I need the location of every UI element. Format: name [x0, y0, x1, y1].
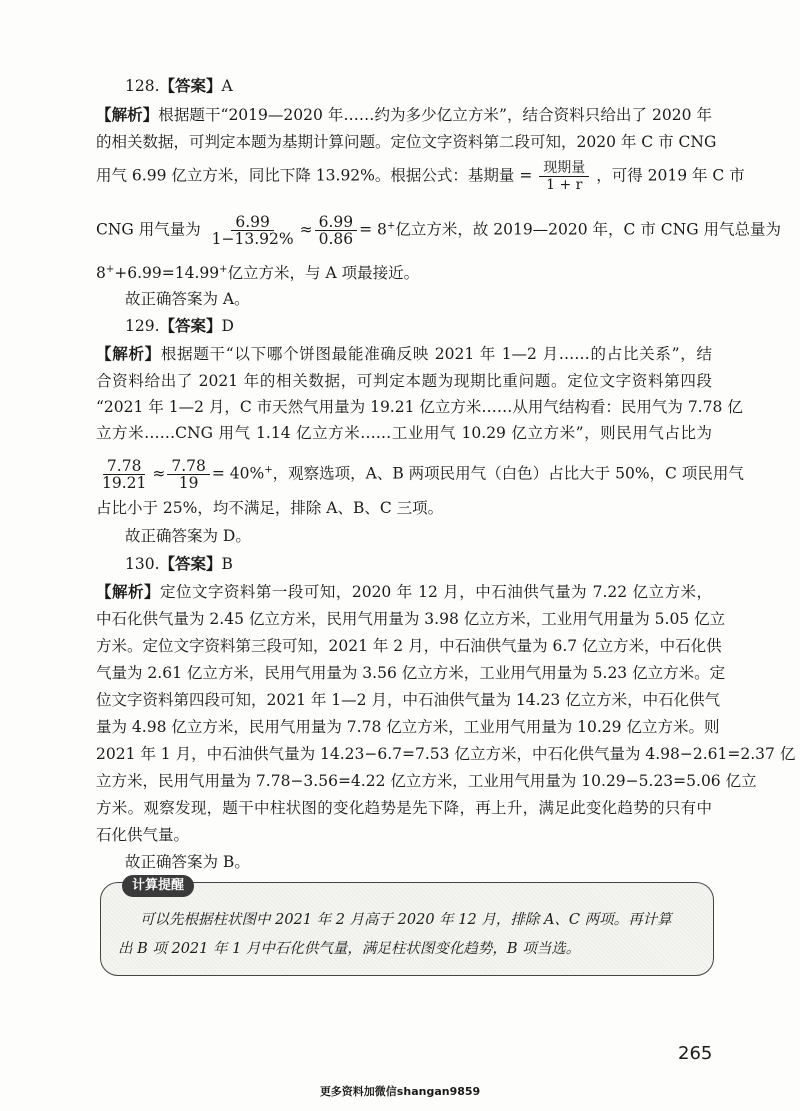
q128-result-line: 8++6.99=14.99+亿立方米，与 A 项最接近。: [96, 264, 420, 283]
q130-header: 130.【答案】B: [125, 554, 233, 573]
q130-text-line: 中石化供气量为 2.45 亿立方米，民用气用量为 3.98 亿立方米，工业用气用量为 5.05 亿立: [96, 610, 726, 628]
q128-calc-line: CNG 用气量为 $\frac{6.99}{1-13.92\%}$ ≈ $\frac{6.99}{0.86}$ = 8+亿立方米，故 2019—2020 年，C 市 CNG 用气总量为: [96, 213, 782, 248]
q130-text-line: 方米。观察发现，题干中柱状图的变化趋势是先下降，再上升，满足此变化趋势的只有中: [96, 799, 712, 817]
tip-text-line: 可以先根据柱状图中 2021 年 2 月高于 2020 年 12 月，排除 A、C 两项。再计算: [140, 912, 672, 928]
base-formula: $\frac{\text{现期量}}{1 + r}$: [539, 160, 589, 193]
q129-calc-line: $\frac{7.78}{19.21}$ ≈ $\frac{7.78}{19}$ = 40%+，观察选项，A、B 两项民用气（白色）占比大于 50%，C 项民用气: [96, 458, 712, 484]
page-number: 265: [678, 1043, 713, 1064]
q130-text-line: 气量为 2.61 亿立方米，民用气用量为 3.56 亿立方米，工业用气用量为 5.23 亿立方米。定: [96, 664, 726, 682]
q128-analysis-line: 【解析】根据题干“2019—2020 年……约为多少亿立方米”，结合资料只给出了 2020 年: [96, 105, 712, 124]
q128-formula-line: 用气 6.99 亿立方米，同比下降 13.92%。根据公式：基期量 = $\frac{\text{现期量}}{1 + r}$ ，可得 2019 年 C 市: [96, 160, 745, 193]
q128-text-line: 的相关数据，可判定本题为基期计算问题。定位文字资料第二段可知，2020 年 C 市 CNG: [96, 133, 717, 151]
fraction: $\frac{7.78}{19.21}$: [102, 457, 147, 492]
fraction: $\frac{6.99}{1-13.92\%}$: [211, 213, 294, 248]
fraction: $\frac{7.78}{19}$: [167, 458, 210, 491]
q130-text-line: 量为 4.98 亿立方米，民用气用量为 7.78 亿立方米，工业用气用量为 10.29 亿立方米。则: [96, 718, 720, 736]
q128-header: 128.【答案】A: [125, 76, 233, 95]
q129-text-line: 合资料给出了 2021 年的相关数据，可判定本题为现期比重问题。定位文字资料第四段: [96, 372, 712, 390]
q130-text-line: 石化供气量。: [96, 826, 190, 844]
q130-text-line: 位文字资料第四段可知，2021 年 1—2 月，中石油供气量为 14.23 亿立方米，中石化供气: [96, 691, 721, 709]
q130-conclusion: 故正确答案为 B。: [125, 853, 250, 871]
tip-badge: 计算提醒: [122, 875, 194, 897]
q130-text-line: 立方米，民用气用量为 7.78−3.56=4.22 亿立方米，工业用气用量为 10.29−5.23=5.06 亿立: [96, 772, 757, 790]
footer-note: 更多资料加微信shangan9859: [319, 1085, 481, 1098]
q129-text-line: 占比小于 25%，均不满足，排除 A、B、C 三项。: [96, 499, 444, 517]
q130-text-line: 2021 年 1 月，中石油供气量为 14.23−6.7=7.53 亿立方米，中石化供气量为 4.98−2.61=2.37 亿: [96, 745, 796, 763]
q129-text-line: 立方米……CNG 用气 1.14 亿立方米……工业用气 10.29 亿立方米”，则民用气占比为: [96, 424, 712, 442]
q129-text-line: “2021 年 1—2 月，C 市天然气用量为 19.21 亿立方米……从用气结构看：民用气为 7.78 亿: [96, 398, 743, 416]
tip-text-line: 出 B 项 2021 年 1 月中石化供气量，满足柱状图变化趋势，B 项当选。: [118, 941, 581, 957]
q128-conclusion: 故正确答案为 A。: [125, 290, 250, 308]
q129-analysis-line: 【解析】根据题干“以下哪个饼图最能准确反映 2021 年 1—2 月……的占比关系”，结: [96, 344, 712, 363]
q130-analysis-line: 【解析】定位文字资料第一段可知，2020 年 12 月，中石油供气量为 7.22 亿立方米，: [96, 582, 712, 601]
q129-conclusion: 故正确答案为 D。: [125, 527, 251, 545]
q130-text-line: 方米。定位文字资料第三段可知，2021 年 2 月，中石油供气量为 6.7 亿立方米，中石化供: [96, 637, 722, 655]
fraction: $\frac{6.99}{0.86}$: [315, 214, 358, 247]
q129-header: 129.【答案】D: [125, 316, 234, 335]
